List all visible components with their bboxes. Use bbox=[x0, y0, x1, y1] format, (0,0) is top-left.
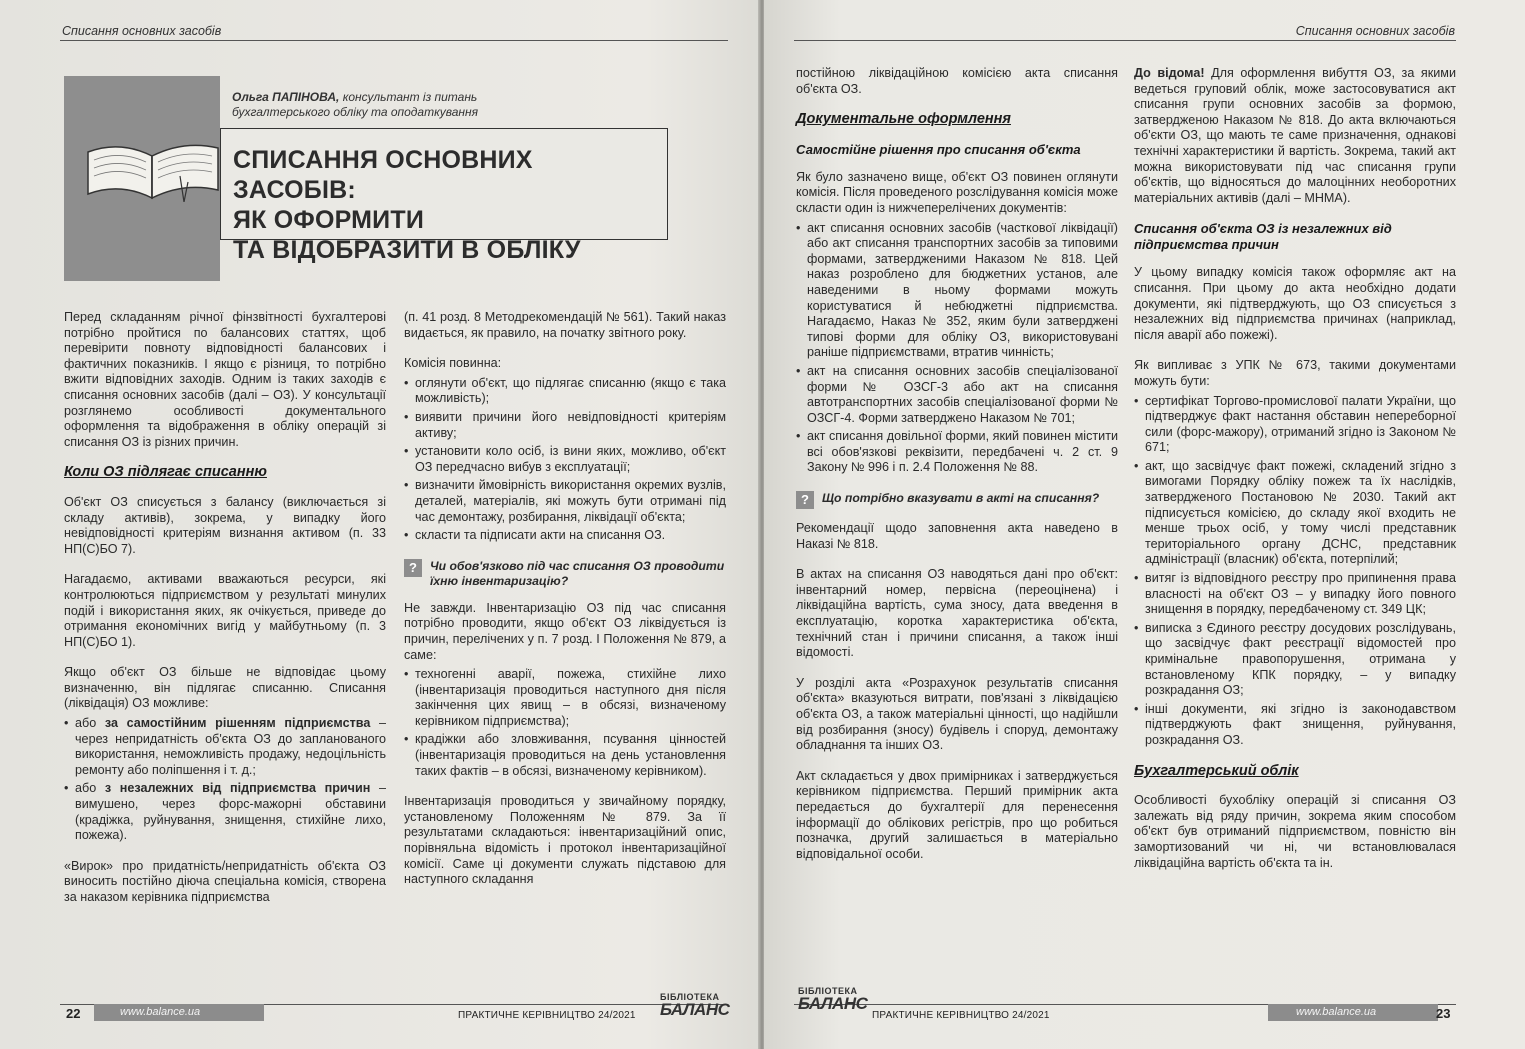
paragraph: (п. 41 розд. 8 Методрекомендацій № 561). Такий наказ видається, як правило, на початку звітного року. bbox=[404, 310, 726, 340]
subheading: Списання об'єкта ОЗ із незалежних від підприємства причин bbox=[1134, 221, 1392, 253]
list-item: • або за самостійним рішенням підприємства – через непридатність об'єкта ОЗ до запланованого використання, неможливість продажу, недоцільність ремонту або поліпшення і т. д.; bbox=[64, 716, 386, 778]
paragraph: Інвентаризація проводиться у звичайному порядку, установленому Положенням № 879. За її результатами складаються: інвентаризаційний опис, порівняльна відомість і протокол інвентаризаційної комісії. Саме ці документи служать підставою для наступного складання bbox=[404, 794, 726, 887]
left-column-1 bbox=[64, 310, 386, 921]
paragraph: Комісія повинна: bbox=[404, 356, 502, 371]
website-link[interactable]: www.balance.ua bbox=[1268, 1004, 1438, 1021]
paragraph: У розділі акта «Розрахунок результатів списання об'єкта» вказуються витрати, пов'язані з ліквідацією об'єкта ОЗ, а також матеріальні цінності, що надійшли від розбирання (зносу) будівель і споруд, демонтажу обладнання та інших ОЗ. bbox=[796, 675, 1118, 753]
website-link[interactable]: www.balance.ua bbox=[94, 1004, 264, 1021]
question-block bbox=[796, 491, 1118, 509]
right-column-1 bbox=[796, 66, 1118, 877]
list-item: • або з незалежних від підприємства причин – вимушено, через форс-мажорні обставини (крадіжка, руйнування, знищення, стихійне лихо, пожежа). bbox=[64, 781, 386, 843]
question-mark-icon: ? bbox=[796, 491, 814, 509]
subheading: Самостійне рішення про списання об'єкта bbox=[796, 141, 1081, 157]
right-column-2 bbox=[1134, 66, 1456, 886]
paragraph: Об'єкт ОЗ списується з балансу (виключається зі складу активів), зокрема, у випадку його невідповідності критеріям визнання активом (п. 33 НП(С)БО 7). bbox=[64, 494, 386, 556]
author-name: Ольга ПАПІНОВА, bbox=[232, 90, 340, 104]
bullet-list bbox=[1134, 394, 1456, 749]
question-text: Що потрібно вказувати в акті на списання? bbox=[822, 491, 1100, 506]
header-rule bbox=[60, 40, 728, 41]
bullet-list bbox=[404, 376, 726, 544]
intro-paragraph: Перед складанням річної фінзвітності бухгалтерові потрібно пройтися по балансових статтях, щоб перевірити повноту відповідності балансових і фактичних показників. І якщо є різниця, то потрібно вжити відповідних заходів. Одним із таких заходів є списання основних засобів (далі – ОЗ). У консультації розглянемо особливості документального оформлення та відображення в обліку операцій зі списання ОЗ із різних причин. bbox=[64, 310, 386, 449]
left-page bbox=[0, 0, 760, 1049]
running-head: Списання основних засобів bbox=[62, 24, 222, 38]
paragraph: В актах на списання ОЗ наводяться дані про об'єкт: інвентарний номер, первісна (переоцінена) і ліквідаційна вартість, сума зносу, дата введення в експлуатацію, коротка характеристика об'єкта, технічний стан і причини списання, а також інші відомості. bbox=[796, 567, 1118, 660]
question-block bbox=[404, 559, 726, 589]
list-item: • крадіжки або зловживання, псування цінностей (інвентаризація проводиться на день установлення таких фактів – в обсязі, визначеному керівником). bbox=[404, 732, 726, 779]
list-item: • акт на списання основних засобів спеціалізованої форми № ОЗСГ-3 або акт на списання автотранспортних засобів спеціалізованої форми № ОЗСГ-4. Форми затверджено Наказом № 701; bbox=[796, 364, 1118, 426]
paragraph: постійною ліквідаційною комісією акта списання об'єкта ОЗ. bbox=[796, 66, 1118, 96]
list-item: • установити коло осіб, із вини яких, можливо, об'єкт ОЗ передчасно вибув з експлуатації; bbox=[404, 444, 726, 475]
list-item: • акт, що засвідчує факт пожежі, складений згідно з вимогами Порядку обліку пожеж та їх наслідків, затвердженого Постановою № 2030. Такий акт підписується комісією, до складу якої входить не менше трьох осіб, у тому числі представник територіального органу ДСНС, представник адміністрації (власник) об'єкта, потерпілий; bbox=[1134, 459, 1456, 568]
section-heading: Документальне оформлення bbox=[796, 111, 1011, 128]
header-rule bbox=[794, 40, 1456, 41]
bullet-list bbox=[404, 667, 726, 779]
article-title-box bbox=[220, 128, 668, 264]
left-column-2 bbox=[404, 310, 726, 903]
article-title-line-2: ЯК ОФОРМИТИ bbox=[233, 206, 424, 234]
paragraph: Як було зазначено вище, об'єкт ОЗ повинен оглянути комісія. Після проведеного розслідування комісія може скласти один із нижчеперелічених документів: bbox=[796, 169, 1118, 215]
article-title-line-1: СПИСАННЯ ОСНОВНИХ ЗАСОБІВ: bbox=[233, 146, 533, 204]
brand-logo: БІБЛІОТЕКА БАЛАНС bbox=[660, 992, 730, 1019]
list-item: • виписка з Єдиного реєстру досудових розслідувань, що засвідчує факт реєстрації відомостей про кримінальне правопорушення, отримана у встановленому КПК порядку, – у випадку розкрадання ОЗ; bbox=[1134, 621, 1456, 699]
author-byline bbox=[232, 90, 502, 120]
paragraph: «Вирок» про придатність/непридатність об'єкта ОЗ виносить постійно діюча спеціальна комісія, створена за наказом керівника підприємства bbox=[64, 858, 386, 904]
page-number: 23 bbox=[1436, 1006, 1451, 1021]
list-item: • витяг із відповідного реєстру про припинення права власності на об'єкт ОЗ – у випадку його повного знищення в порядку, передбаченому ст. 349 ЦК; bbox=[1134, 571, 1456, 618]
bullet-list bbox=[64, 716, 386, 844]
section-heading: Бухгалтерський облік bbox=[1134, 762, 1299, 779]
list-item: • інші документи, які згідно із законодавством підтверджують факт знищення, руйнування, розкрадання ОЗ. bbox=[1134, 702, 1456, 749]
list-item: • акт списання основних засобів (часткової ліквідації) або акт списання транспортних засобів за типовими формами, затвердженими Наказом № 818. Цей наказ розроблено для бюджетних установ, але наведеними в ньому формами можуть користуватися й небюджетні підприємства. Нагадаємо, Наказ № 352, яким були затверджені типові форми для обліку ОЗ, використовувані раніше підприємствами, втратив чинність; bbox=[796, 221, 1118, 361]
running-head: Списання основних засобів bbox=[1295, 24, 1455, 38]
list-item: • сертифікат Торгово-промислової палати України, що підтверджує факт настання обставин непереборної сили (форс-мажору), отриманий згідно із Законом № 671; bbox=[1134, 394, 1456, 456]
section-heading: Коли ОЗ підлягає списанню bbox=[64, 464, 267, 481]
list-item: • визначити ймовірність використання окремих вузлів, деталей, матеріалів, які можуть бути отримані під час демонтажу, розбирання, ліквідації об'єкта; bbox=[404, 478, 726, 525]
list-item: • оглянути об'єкт, що підлягає списанню (якщо є така можливість); bbox=[404, 376, 726, 407]
magazine-issue: ПРАКТИЧНЕ КЕРІВНИЦТВО 24/2021 bbox=[872, 1010, 1050, 1021]
author-role: консультант із питань бухгалтерського обліку та оподаткування bbox=[232, 90, 479, 119]
paragraph: Не завжди. Інвентаризацію ОЗ під час списання потрібно проводити, якщо об'єкт ОЗ ліквідується із причин, перелічених у п. 7 розд. І Положення № 879, а саме: bbox=[404, 600, 726, 662]
question-text: Чи обов'язково під час списання ОЗ проводити їхню інвентаризацію? bbox=[430, 558, 725, 588]
right-page bbox=[764, 0, 1525, 1049]
paragraph: Якщо об'єкт ОЗ більше не відповідає цьому визначенню, він підлягає списанню. Списання (ліквідація) ОЗ можливе: bbox=[64, 665, 386, 711]
magazine-issue: ПРАКТИЧНЕ КЕРІВНИЦТВО 24/2021 bbox=[458, 1010, 636, 1021]
paragraph: Нагадаємо, активами вважаються ресурси, які контролюються підприємством у результаті минулих подій і використання яких, як очікується, приведе до отримання економічних вигід у майбутньому (п. 3 НП(С)БО 1). bbox=[64, 572, 386, 649]
bullet-list bbox=[796, 221, 1118, 477]
brand-logo: БІБЛІОТЕКА БАЛАНС bbox=[798, 986, 868, 1013]
paragraph: Рекомендації щодо заповнення акта наведено в Наказі № 818. bbox=[796, 521, 1118, 551]
list-item: • скласти та підписати акти на списання ОЗ. bbox=[404, 528, 726, 544]
list-item: • техногенні аварії, пожежа, стихійне лихо (інвентаризація проводиться наступного дня після закінчення цих явищ – в обсязі, визначеному керівником підприємства); bbox=[404, 667, 726, 729]
article-title-line-3: ТА ВІДОБРАЗИТИ В ОБЛІКУ bbox=[233, 236, 581, 264]
list-item: • акт списання довільної форми, який повинен містити всі обов'язкові реквізити, передбачені ч. 2 ст. 9 Закону № 996 і п. 2.4 Положення № 88. bbox=[796, 429, 1118, 476]
open-book-icon bbox=[80, 112, 230, 202]
paragraph: Як випливає з УПК № 673, такими документами можуть бути: bbox=[1134, 358, 1456, 388]
paragraph: У цьому випадку комісія також оформляє акт на списання. При цьому до акта необхідно додати документи, які підтверджують, що ОЗ списується з незалежних від підприємства причинах (наприклад, після аварії або пожежі). bbox=[1134, 265, 1456, 342]
note-paragraph: До відома! Для оформлення вибуття ОЗ, за якими ведеться груповий облік, може застосовуватися акт списання групи основних засобів за формою, затвердженою Наказом № 818. До акта включаються об'єкти ОЗ, що мають те саме призначення, однакові технічні характеристики й вартість. Зокрема, такий акт можна використовувати під час списання групи об'єктів, що відносяться до малоцінних необоротних матеріальних активів (далі – МНМА). bbox=[1134, 66, 1456, 205]
question-mark-icon: ? bbox=[404, 559, 422, 577]
paragraph: Особливості бухобліку операцій зі списання ОЗ залежать від ряду причин, зокрема яким способом об'єкт був отриманий підприємством, повністю він замортизований чи ні, чи встановлювалася ліквідаційна вартість об'єкта та ін. bbox=[1134, 793, 1456, 870]
list-item: • виявити причини його невідповідності критеріям активу; bbox=[404, 410, 726, 441]
paragraph: Акт складається у двох примірниках і затверджується керівником підприємства. Перший примірник акта передається до бухгалтерії для перенесення інформації до облікових регістрів, про що робиться позначка, другий залишається в матеріально відповідальної особи. bbox=[796, 768, 1118, 861]
page-number: 22 bbox=[66, 1006, 81, 1021]
